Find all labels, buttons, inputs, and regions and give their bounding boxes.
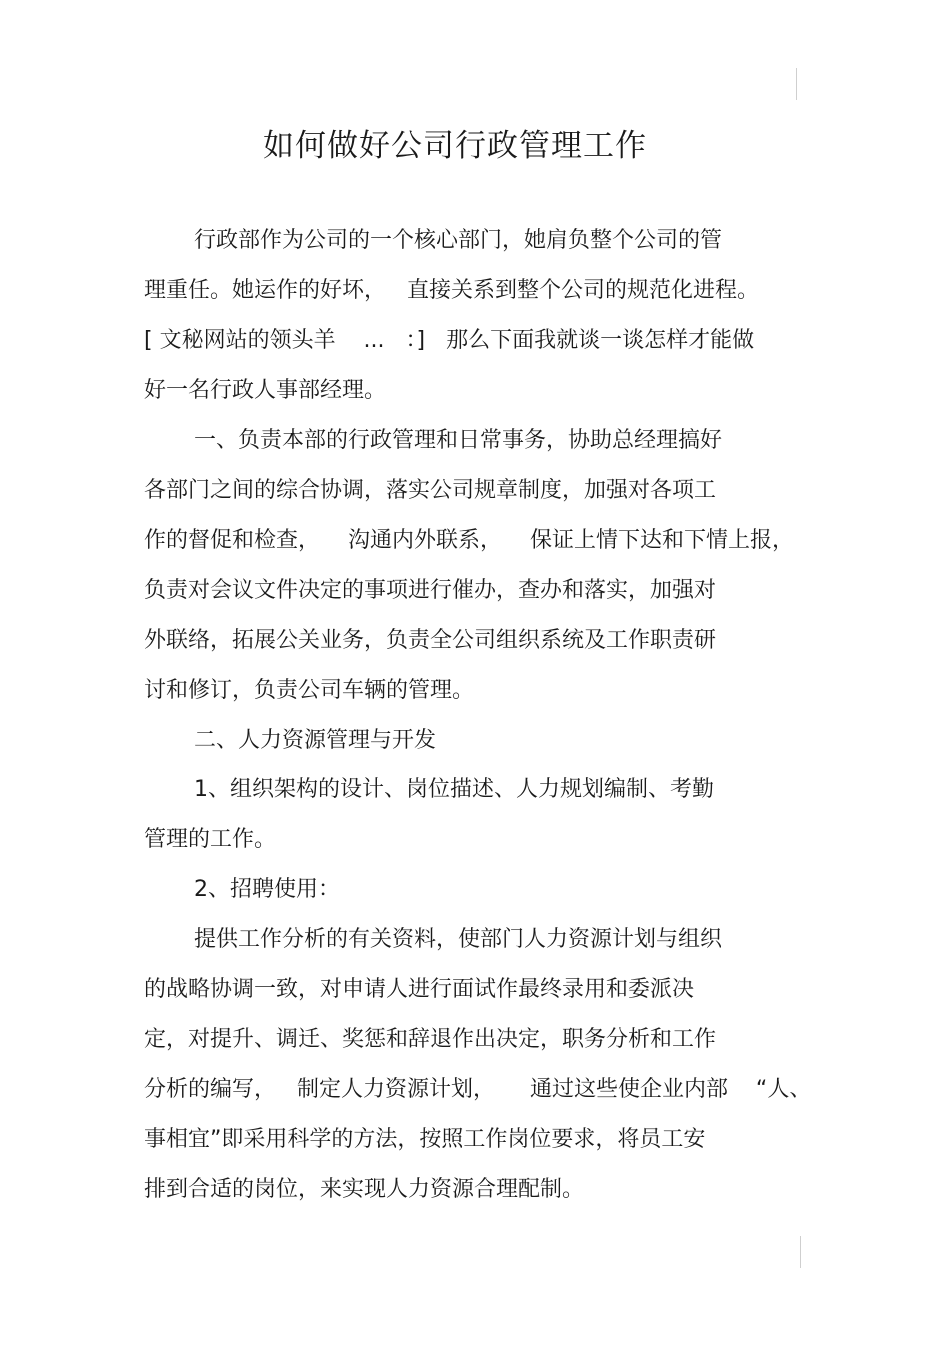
paragraph-line: 行政部作为公司的一个核心部门，她肩负整个公司的管 — [194, 228, 723, 253]
paragraph-line: 管理的工作。 — [144, 827, 277, 852]
paragraph-line: 好一名行政人事部经理。 — [144, 378, 387, 403]
section-heading: 二、人力资源管理与开发 — [194, 728, 437, 753]
paragraph-line: 作的督促和检查， 沟通内外联系， 保证上情下达和下情上报， — [144, 528, 794, 553]
paragraph-line: 定，对提升、调迁、奖惩和辞退作出决定，职务分析和工作 — [144, 1027, 717, 1052]
paragraph-line: 一、负责本部的行政管理和日常事务，协助总经理搞好 — [194, 428, 723, 453]
paragraph-line: 事相宜”即采用科学的方法，按照工作岗位要求，将员工安 — [144, 1127, 706, 1152]
paragraph-line: 负责对会议文件决定的事项进行催办，查办和落实，加强对 — [144, 578, 717, 603]
paragraph-line: 分析的编写， 制定人力资源计划， 通过这些使企业内部 “人、 — [144, 1077, 812, 1102]
document-title: 如何做好公司行政管理工作 — [263, 128, 647, 164]
paragraph-line: 提供工作分析的有关资料，使部门人力资源计划与组织 — [194, 927, 723, 952]
paragraph-line: 外联络，拓展公关业务，负责全公司组织系统及工作职责研 — [144, 628, 717, 653]
paragraph-line: 理重任。她运作的好坏， 直接关系到整个公司的规范化进程。 — [144, 278, 759, 303]
paragraph-line: 各部门之间的综合协调，落实公司规章制度，加强对各项工 — [144, 478, 717, 503]
page-corner-mark-bottom — [800, 1236, 801, 1268]
paragraph-line: 的战略协调一致，对申请人进行面试作最终录用和委派决 — [144, 977, 695, 1002]
subsection-heading: 2、招聘使用： — [194, 877, 340, 902]
paragraph-line: [ 文秘网站的领头羊 ... ：] 那么下面我就谈一谈怎样才能做 — [144, 328, 755, 353]
page-corner-mark-top — [796, 68, 797, 100]
paragraph-line: 排到合适的岗位，来实现人力资源合理配制。 — [144, 1177, 585, 1202]
paragraph-line: 1、组织架构的设计、岗位描述、人力规划编制、考勤 — [194, 777, 714, 802]
paragraph-line: 讨和修订，负责公司车辆的管理。 — [144, 678, 475, 703]
